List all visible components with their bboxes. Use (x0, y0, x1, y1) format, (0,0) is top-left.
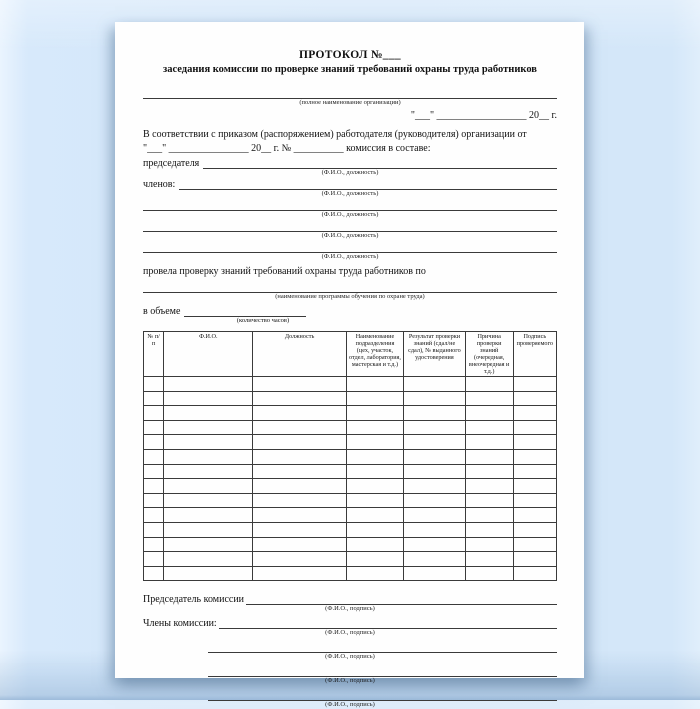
table-cell (164, 508, 253, 523)
table-cell (465, 479, 513, 494)
table-row (144, 552, 557, 567)
table-cell (465, 493, 513, 508)
table-cell (144, 566, 164, 581)
table-cell (144, 420, 164, 435)
date-field: "___" __________________ 20__ г. (410, 110, 557, 121)
table-row (144, 435, 557, 450)
table-cell (144, 508, 164, 523)
table-cell (253, 435, 346, 450)
chairman-signature-row (143, 592, 557, 605)
table-cell (253, 566, 346, 581)
table-cell (404, 406, 466, 421)
table-cell (404, 493, 466, 508)
table-cell (513, 406, 556, 421)
table-cell (346, 566, 403, 581)
chairman-signature-field (246, 592, 557, 605)
signature-caption: (Ф.И.О., подпись) (325, 677, 375, 685)
volume-label: в объеме (143, 306, 181, 317)
table-cell (404, 552, 466, 567)
table-cell (144, 537, 164, 552)
table-cell (253, 420, 346, 435)
table-body (144, 377, 557, 581)
chairman-label: председателя (143, 158, 200, 169)
table-cell (346, 377, 403, 392)
table-cell (164, 479, 253, 494)
table-cell (346, 464, 403, 479)
table-cell (346, 435, 403, 450)
intro-line-2: "___" ________________ 20__ г. № __________ комиссия в составе: (143, 142, 431, 154)
member-name-field (143, 240, 557, 253)
table-cell (346, 479, 403, 494)
table-cell (404, 537, 466, 552)
table-cell (164, 406, 253, 421)
table-row (144, 566, 557, 581)
table-cell (164, 435, 253, 450)
intro-line-1: В соответствии с приказом (распоряжением) работодателя (руководителя) организации от (143, 129, 527, 140)
table-cell (164, 449, 253, 464)
table-cell (465, 552, 513, 567)
volume-row (143, 304, 557, 317)
table-cell (513, 508, 556, 523)
signatures-block (143, 592, 557, 709)
table-header-cell: Должность (253, 332, 346, 377)
table-row (144, 479, 557, 494)
table-cell (513, 377, 556, 392)
table-cell (465, 566, 513, 581)
table-cell (346, 522, 403, 537)
table-row (144, 493, 557, 508)
table-cell (346, 449, 403, 464)
hours-field (184, 304, 306, 317)
members-label: членов: (143, 179, 176, 190)
table-cell (465, 377, 513, 392)
table-cell (404, 391, 466, 406)
table-cell (144, 479, 164, 494)
table-cell (164, 522, 253, 537)
table-cell (404, 377, 466, 392)
member-name-field (179, 177, 557, 190)
member-signature-row (143, 616, 557, 629)
member-signature-row (143, 664, 557, 677)
table-cell (465, 508, 513, 523)
member-signature-field (208, 664, 557, 677)
table-cell (253, 449, 346, 464)
member-name-row (143, 198, 557, 211)
table-header-cell: Подпись проверяемого (513, 332, 556, 377)
chairman-name-row (143, 156, 557, 169)
table-cell (465, 435, 513, 450)
table-cell (513, 449, 556, 464)
table-cell (513, 537, 556, 552)
table-cell (144, 493, 164, 508)
table-cell (346, 493, 403, 508)
table-cell (465, 537, 513, 552)
hours-caption: (количество часов) (236, 317, 290, 324)
table-cell (404, 508, 466, 523)
table-cell (465, 464, 513, 479)
organization-name-field (143, 86, 557, 99)
member-name-row (143, 240, 557, 253)
table-cell (465, 406, 513, 421)
table-cell (404, 479, 466, 494)
table-cell (164, 391, 253, 406)
member-name-row (143, 177, 557, 190)
table-row (144, 391, 557, 406)
protocol-document-page (115, 22, 584, 709)
table-cell (404, 435, 466, 450)
table-cell (513, 391, 556, 406)
fio-caption: (Ф.И.О., должность) (321, 253, 379, 260)
page-subtitle: заседания комиссии по проверке знаний требований охраны труда работников (163, 64, 537, 75)
fio-caption: (Ф.И.О., должность) (321, 232, 379, 239)
table-cell (404, 449, 466, 464)
table-cell (253, 391, 346, 406)
program-name-field (143, 280, 557, 293)
member-name-field (143, 198, 557, 211)
signature-caption: (Ф.И.О., подпись) (325, 629, 375, 637)
table-cell (465, 391, 513, 406)
fio-caption: (Ф.И.О., должность) (321, 190, 379, 197)
signature-caption: (Ф.И.О., подпись) (325, 605, 375, 613)
signature-caption: (Ф.И.О., подпись) (325, 701, 375, 709)
table-cell (513, 493, 556, 508)
table-cell (164, 552, 253, 567)
table-header-cell: № п/п (144, 332, 164, 377)
table-cell (144, 464, 164, 479)
intro-paragraph (143, 128, 557, 155)
table-cell (513, 566, 556, 581)
signature-caption: (Ф.И.О., подпись) (325, 653, 375, 661)
table-cell (513, 522, 556, 537)
table-cell (253, 537, 346, 552)
member-signature-field (219, 616, 557, 629)
table-cell (164, 464, 253, 479)
table-header-cell: Результат проверки знаний (сдал/не сдал), № выданного удостоверения (404, 332, 466, 377)
member-name-row (143, 219, 557, 232)
table-cell (253, 377, 346, 392)
table-cell (164, 493, 253, 508)
table-row (144, 508, 557, 523)
table-cell (144, 522, 164, 537)
table-cell (513, 479, 556, 494)
knowledge-check-table (143, 331, 557, 581)
table-cell (253, 522, 346, 537)
table-cell (513, 552, 556, 567)
table-cell (346, 552, 403, 567)
table-cell (253, 406, 346, 421)
table-header-row (144, 332, 557, 377)
table-cell (253, 479, 346, 494)
members-signature-label: Члены комиссии: (143, 618, 217, 630)
table-cell (164, 377, 253, 392)
table-row (144, 464, 557, 479)
table-cell (164, 566, 253, 581)
table-cell (346, 537, 403, 552)
table-cell (465, 449, 513, 464)
table-cell (253, 552, 346, 567)
table-cell (253, 508, 346, 523)
table-cell (513, 420, 556, 435)
table-row (144, 406, 557, 421)
table-row (144, 522, 557, 537)
table-cell (253, 493, 346, 508)
conducted-statement: провела проверку знаний требований охраны труда работников по (143, 266, 426, 277)
table-cell (465, 522, 513, 537)
table-header-cell: Наименование подразделения (цех, участок, отдел, лаборатория, мастерская и т.д.) (346, 332, 403, 377)
page-title: ПРОТОКОЛ №___ (299, 49, 401, 61)
table-cell (144, 406, 164, 421)
table-cell (144, 391, 164, 406)
table-row (144, 377, 557, 392)
table-cell (164, 420, 253, 435)
table-cell (404, 420, 466, 435)
member-name-field (143, 219, 557, 232)
fio-caption: (Ф.И.О., должность) (321, 211, 379, 218)
table-row (144, 537, 557, 552)
table-cell (144, 377, 164, 392)
table-cell (404, 522, 466, 537)
member-signature-row (143, 640, 557, 653)
table-header-cell: Причина проверки знаний (очередная, внеочередная и т.д.) (465, 332, 513, 377)
table-cell (513, 464, 556, 479)
chairman-signature-label: Председатель комиссии (143, 594, 245, 606)
table-cell (465, 420, 513, 435)
table-cell (404, 464, 466, 479)
table-cell (346, 508, 403, 523)
table-cell (144, 435, 164, 450)
table-cell (404, 566, 466, 581)
table-cell (346, 406, 403, 421)
table-cell (513, 435, 556, 450)
table-row (144, 420, 557, 435)
chairman-name-field (203, 156, 557, 169)
program-caption: (наименование программы обучения по охране труда) (275, 293, 425, 300)
table-row (144, 449, 557, 464)
background-bottom-edge (0, 695, 700, 700)
table-cell (144, 552, 164, 567)
fio-caption: (Ф.И.О., должность) (321, 169, 379, 176)
table-cell (346, 420, 403, 435)
table-header-cell: Ф.И.О. (164, 332, 253, 377)
member-signature-field (208, 640, 557, 653)
table-cell (144, 449, 164, 464)
organization-caption: (полное наименование организации) (299, 99, 401, 106)
table-cell (253, 464, 346, 479)
table-cell (164, 537, 253, 552)
table-cell (346, 391, 403, 406)
